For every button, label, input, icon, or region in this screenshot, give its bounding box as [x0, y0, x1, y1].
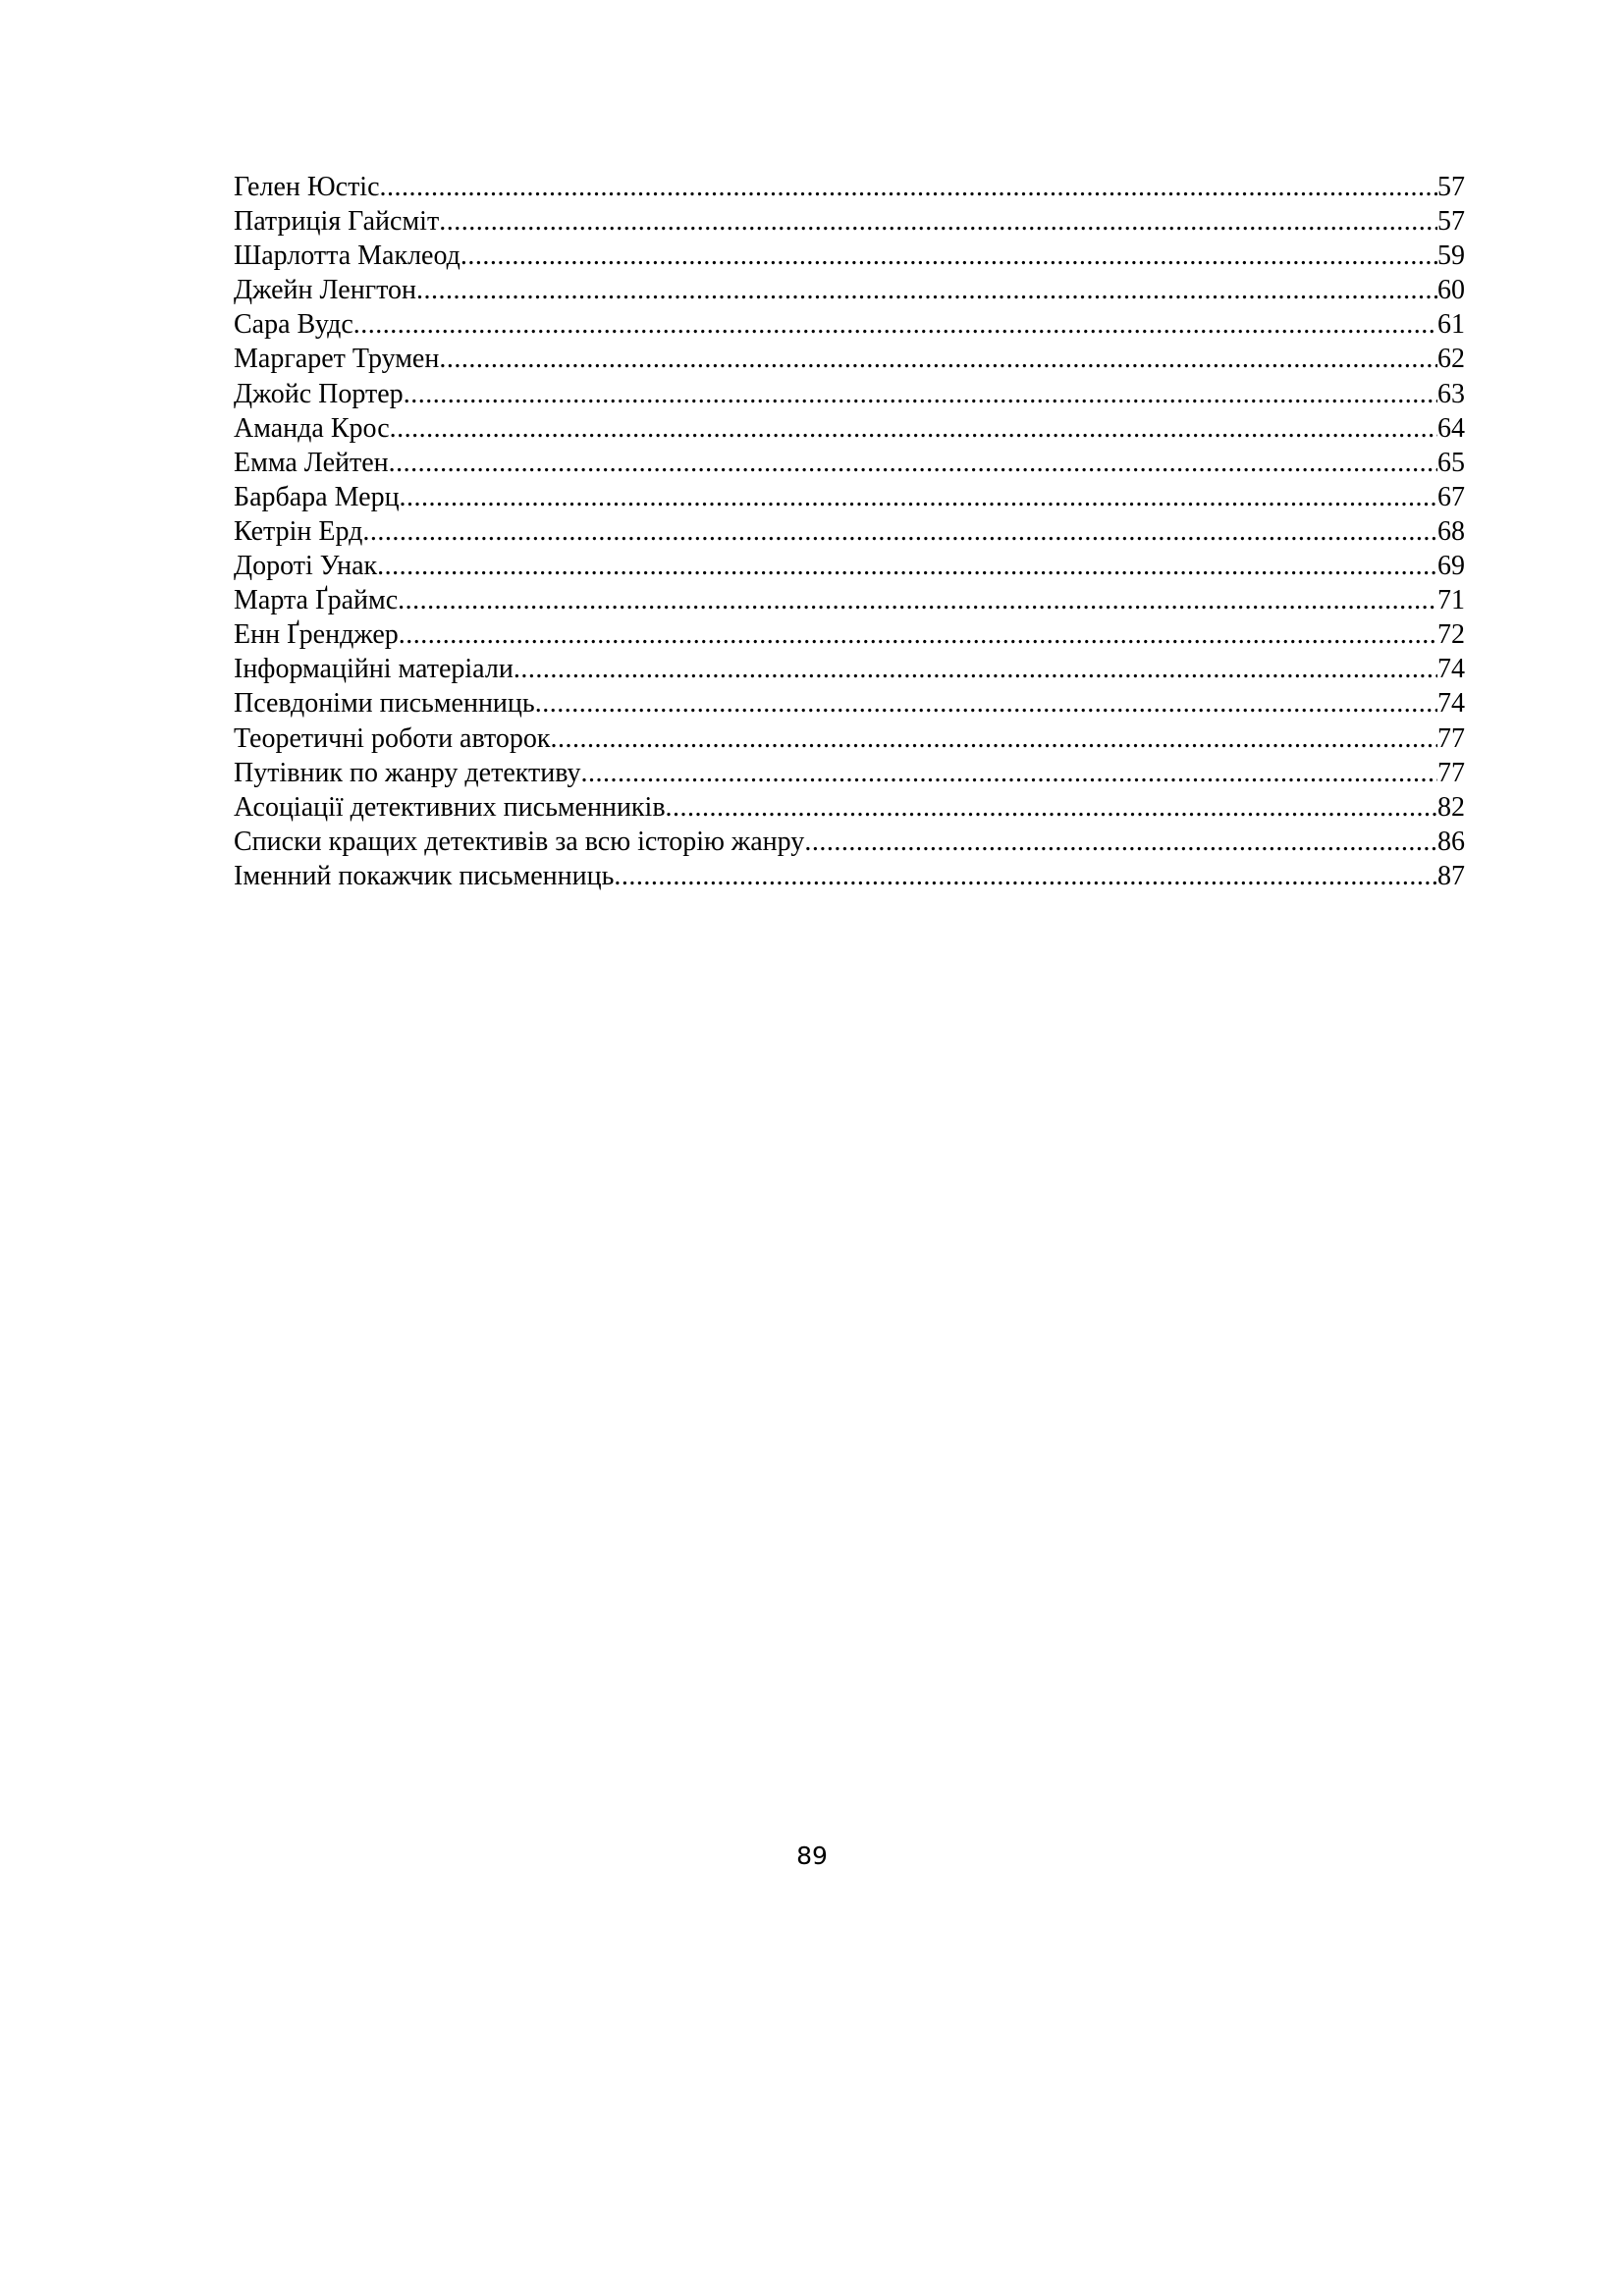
toc-entry[interactable]	[234, 652, 1465, 686]
toc-dot-leader	[460, 239, 1437, 273]
toc-entry-title: Аманда Крос	[234, 412, 390, 444]
toc-entry-page: 74	[1437, 654, 1465, 685]
toc-entry-title: Дороті Унак	[234, 551, 378, 582]
toc-entry-title: Іменний покажчик письменниць	[234, 860, 615, 891]
toc-entry-page: 74	[1437, 688, 1465, 720]
toc-dot-leader	[389, 446, 1437, 480]
toc-entry[interactable]	[234, 756, 1465, 790]
toc-entry[interactable]	[234, 721, 1465, 756]
toc-entry[interactable]	[234, 686, 1465, 721]
toc-entry[interactable]	[234, 514, 1465, 549]
toc-dot-leader	[439, 342, 1437, 376]
toc-entry-page: 77	[1437, 757, 1465, 788]
toc-dot-leader	[416, 273, 1437, 307]
toc-entry-title: Списки кращих детективів за всю історію жанру	[234, 826, 805, 857]
toc-entry[interactable]	[234, 549, 1465, 583]
toc-dot-leader	[380, 170, 1437, 204]
toc-entry-title: Гелен Юстіс	[234, 172, 380, 202]
toc-dot-leader	[804, 825, 1437, 859]
toc-entry-page: 57	[1437, 206, 1465, 238]
table-of-contents	[234, 170, 1465, 893]
toc-entry[interactable]	[234, 170, 1465, 204]
toc-entry-title: Асоціації детективних письменників	[234, 791, 666, 823]
toc-entry[interactable]	[234, 825, 1465, 859]
toc-entry-page: 60	[1437, 275, 1465, 306]
toc-entry-title: Джойс Портер	[234, 378, 404, 409]
toc-entry[interactable]	[234, 411, 1465, 446]
toc-entry-page: 62	[1437, 344, 1465, 375]
toc-entry-title: Кетрін Ерд	[234, 515, 363, 547]
toc-entry-page: 64	[1437, 412, 1465, 444]
toc-entry[interactable]	[234, 446, 1465, 480]
toc-dot-leader	[580, 756, 1437, 790]
toc-dot-leader	[390, 411, 1437, 446]
toc-entry-page: 87	[1437, 860, 1465, 891]
toc-entry-page: 59	[1437, 240, 1465, 272]
toc-entry-page: 77	[1437, 722, 1465, 754]
toc-entry-title: Сара Вудс	[234, 309, 353, 341]
toc-entry-page: 63	[1437, 378, 1465, 409]
toc-entry[interactable]	[234, 239, 1465, 273]
toc-entry-title: Барбара Мерц	[234, 481, 400, 512]
toc-entry[interactable]	[234, 790, 1465, 825]
toc-entry[interactable]	[234, 273, 1465, 307]
toc-entry[interactable]	[234, 307, 1465, 342]
toc-dot-leader	[399, 617, 1437, 652]
toc-entry-title: Путівник по жанру детективу	[234, 757, 581, 788]
toc-dot-leader	[439, 204, 1437, 239]
toc-entry-page: 69	[1437, 551, 1465, 582]
toc-dot-leader	[514, 652, 1437, 686]
toc-entry-title: Марта Ґраймс	[234, 585, 399, 616]
toc-entry-page: 65	[1437, 447, 1465, 478]
toc-dot-leader	[353, 307, 1437, 342]
toc-entry-title: Псевдоніми письменниць	[234, 688, 535, 720]
toc-entry-title: Енн Ґренджер	[234, 619, 399, 651]
toc-dot-leader	[400, 480, 1437, 514]
toc-entry-page: 86	[1437, 826, 1465, 857]
toc-entry[interactable]	[234, 377, 1465, 411]
toc-dot-leader	[550, 721, 1437, 756]
toc-entry-page: 68	[1437, 515, 1465, 547]
toc-entry[interactable]	[234, 342, 1465, 376]
toc-entry-title: Емма Лейтен	[234, 447, 389, 478]
toc-dot-leader	[404, 377, 1437, 411]
toc-entry[interactable]	[234, 859, 1465, 893]
toc-entry-page: 67	[1437, 481, 1465, 512]
toc-entry-page: 82	[1437, 791, 1465, 823]
toc-entry[interactable]	[234, 204, 1465, 239]
toc-entry-title: Теоретичні роботи авторок	[234, 722, 551, 754]
toc-entry-page: 71	[1437, 585, 1465, 616]
toc-entry-title: Патриція Гайсміт	[234, 206, 440, 238]
toc-entry-title: Інформаційні матеріали	[234, 654, 514, 685]
toc-dot-leader	[362, 514, 1437, 549]
toc-dot-leader	[614, 859, 1437, 893]
toc-entry-title: Маргарет Трумен	[234, 344, 440, 375]
toc-entry[interactable]	[234, 583, 1465, 617]
toc-entry-page: 72	[1437, 619, 1465, 651]
toc-dot-leader	[398, 583, 1437, 617]
toc-entry-page: 57	[1437, 172, 1465, 202]
toc-entry-page: 61	[1437, 309, 1465, 341]
toc-dot-leader	[535, 686, 1437, 721]
toc-entry-title: Шарлотта Маклеод	[234, 240, 460, 272]
page-number: 89	[796, 1842, 828, 1870]
toc-dot-leader	[666, 790, 1437, 825]
toc-dot-leader	[377, 549, 1437, 583]
toc-entry[interactable]	[234, 480, 1465, 514]
toc-entry-title: Джейн Ленгтон	[234, 275, 417, 306]
toc-entry[interactable]	[234, 617, 1465, 652]
